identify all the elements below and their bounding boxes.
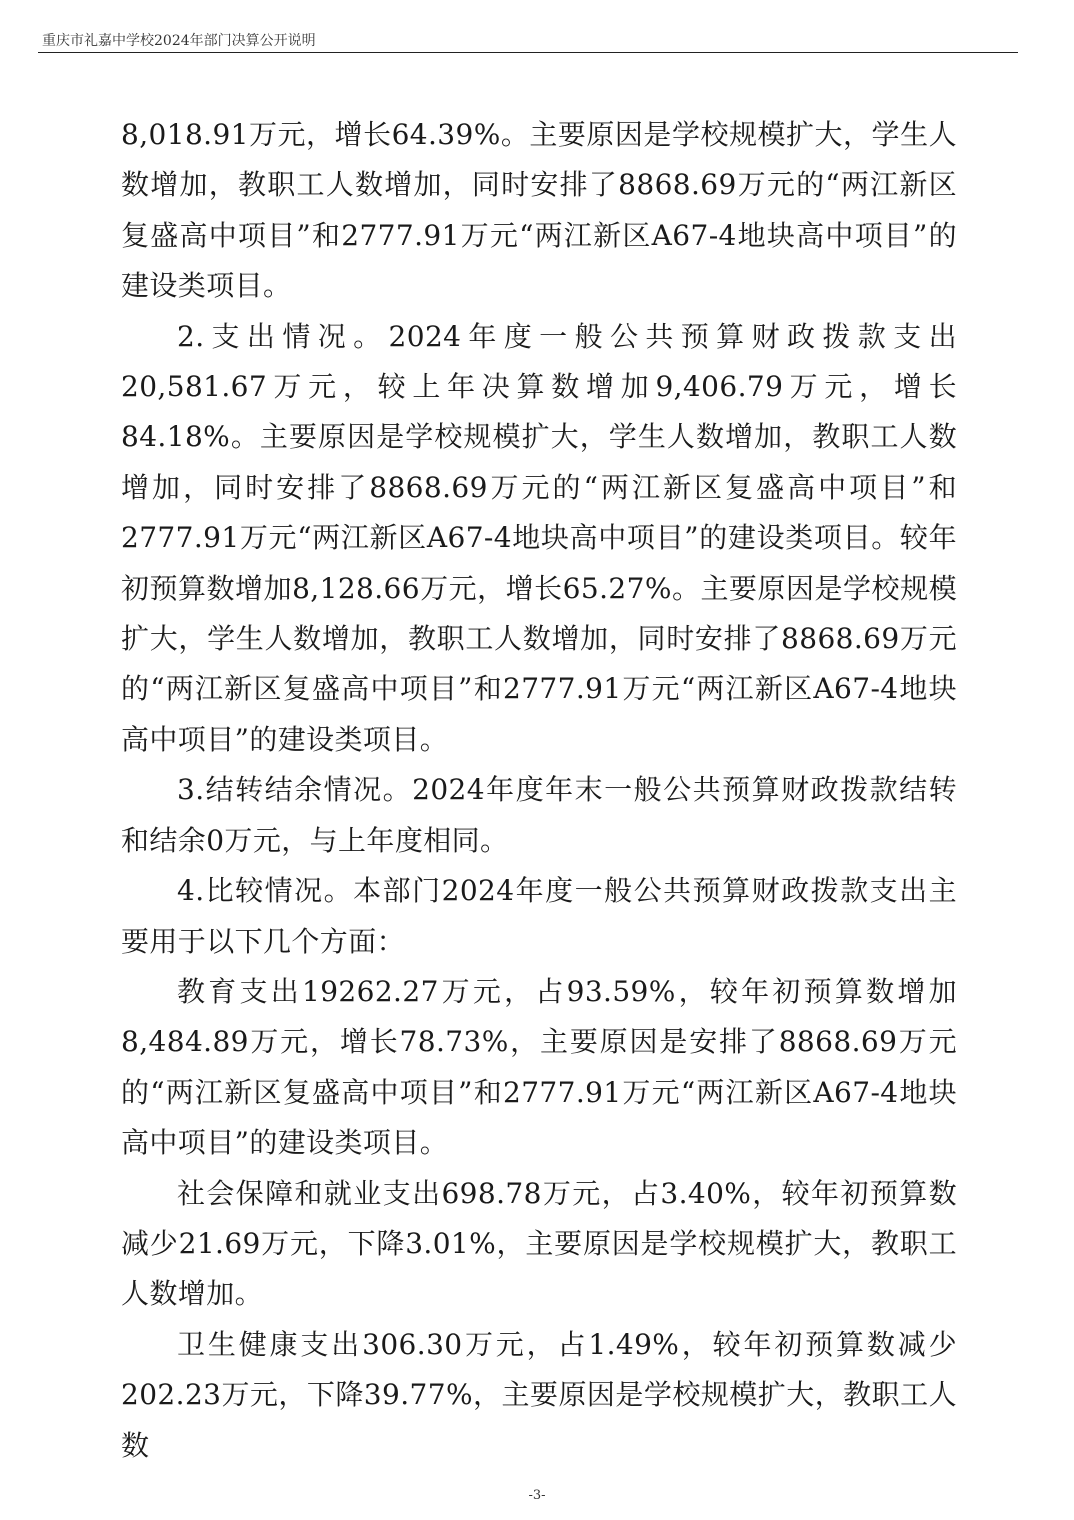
document-body — [121, 110, 957, 1471]
paragraph-health-expenditure: 卫生健康支出306.30万元，占1.49%，较年初预算数减少202.23万元，下降39.77%，主要原因是学校规模扩大，教职工人数 — [121, 1327, 957, 1462]
header-divider — [38, 52, 1018, 53]
paragraph-education-expenditure: 教育支出19262.27万元，占93.59%，较年初预算数增加8,484.89万元，增长78.73%，主要原因是安排了8868.69万元的“两江新区复盛高中项目”和2777.91万元“两江新区A67-4地块高中项目”的建设类项目。 — [121, 974, 957, 1160]
paragraph-expenditure: 2.支出情况。2024年度一般公共预算财政拨款支出20,581.67万元，较上年决算数增加9,406.79万元，增长84.18%。主要原因是学校规模扩大，学生人数增加，教职工人数增加，同时安排了8868.69万元的“两江新区复盛高中项目”和2777.91万元“两江新区A67-4地块高中项目”的建设类项目。较年初预算数增加8,128.66万元，增长65.27%。主要原因是学校规模扩大，学生人数增加，教职工人数增加，同时安排了8868.69万元的“两江新区复盛高中项目”和2777.91万元“两江新区A67-4地块高中项目”的建设类项目。 — [121, 319, 957, 756]
paragraph-social-security-expenditure: 社会保障和就业支出698.78万元，占3.40%，较年初预算数减少21.69万元，下降3.01%，主要原因是学校规模扩大，教职工人数增加。 — [121, 1176, 957, 1311]
paragraph-revenue-continuation: 8,018.91万元，增长64.39%。主要原因是学校规模扩大，学生人数增加，教职工人数增加，同时安排了8868.69万元的“两江新区复盛高中项目”和2777.91万元“两江新区A67-4地块高中项目”的建设类项目。 — [121, 118, 957, 303]
page-number: -3- — [528, 1488, 546, 1503]
paragraph-carryover: 3.结转结余情况。2024年度年末一般公共预算财政拨款结转和结余0万元，与上年度相同。 — [121, 773, 957, 857]
paragraph-comparison: 4.比较情况。本部门2024年度一般公共预算财政拨款支出主要用于以下几个方面： — [121, 874, 957, 958]
page-header-title: 重庆市礼嘉中学校2024年部门决算公开说明 — [42, 33, 316, 49]
